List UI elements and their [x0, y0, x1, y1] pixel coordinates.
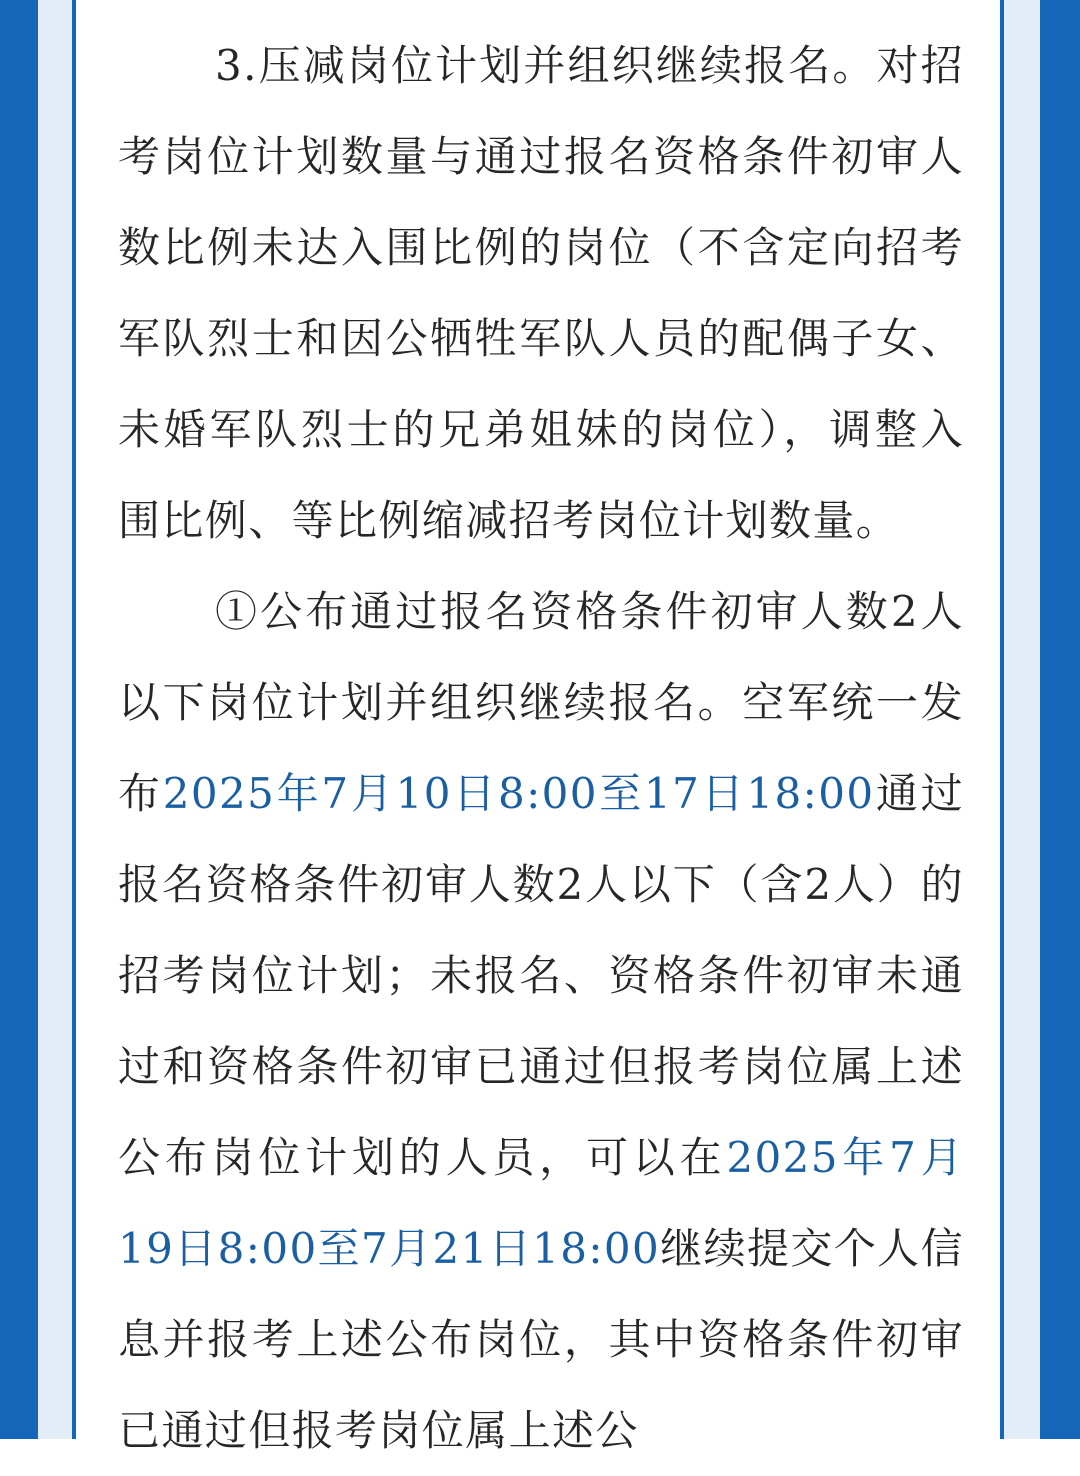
paragraph-reduce-positions-text: 3.压减岗位计划并组织继续报名。对招考岗位计划数量与通过报名资格条件初审人数比例未达入围比例的岗位（不含定向招考军队烈士和因公牺牲军队人员的配偶子女、未婚军队烈士的兄弟姐妹的岗位），调整入围比例、等比例缩减招考岗位计划数量。 [118, 41, 964, 545]
paragraph-publish-positions-part3: 继续提交个人信息并报考上述公布岗位，其中资格条件初审已通过但报考岗位属上述公 [118, 1224, 964, 1455]
frame-left-inner-band [38, 0, 72, 1439]
article-body [118, 20, 964, 1476]
paragraph-publish-positions-part2: 通过报名资格条件初审人数2人以下（含2人）的招考岗位计划；未报名、资格条件初审未通过和资格条件初审已通过但报考岗位属上述公布岗位计划的人员，可以在 [118, 769, 964, 1182]
highlight-date-range-2: 2025年7月19日8:00至7月21日18:00 [118, 1133, 964, 1273]
frame-left-line [72, 0, 76, 1439]
highlight-date-range-1: 2025年7月10日8:00至17日18:00 [162, 769, 875, 818]
frame-right-border [1040, 0, 1080, 1439]
frame-right-inner-band [1004, 0, 1040, 1439]
paragraph-publish-positions-part1: ①公布通过报名资格条件初审人数2人以下岗位计划并组织继续报名。空军统一发布 [118, 587, 964, 818]
paragraph-publish-positions [118, 566, 964, 1476]
paragraph-reduce-positions [118, 20, 964, 566]
frame-left-border [0, 0, 38, 1439]
